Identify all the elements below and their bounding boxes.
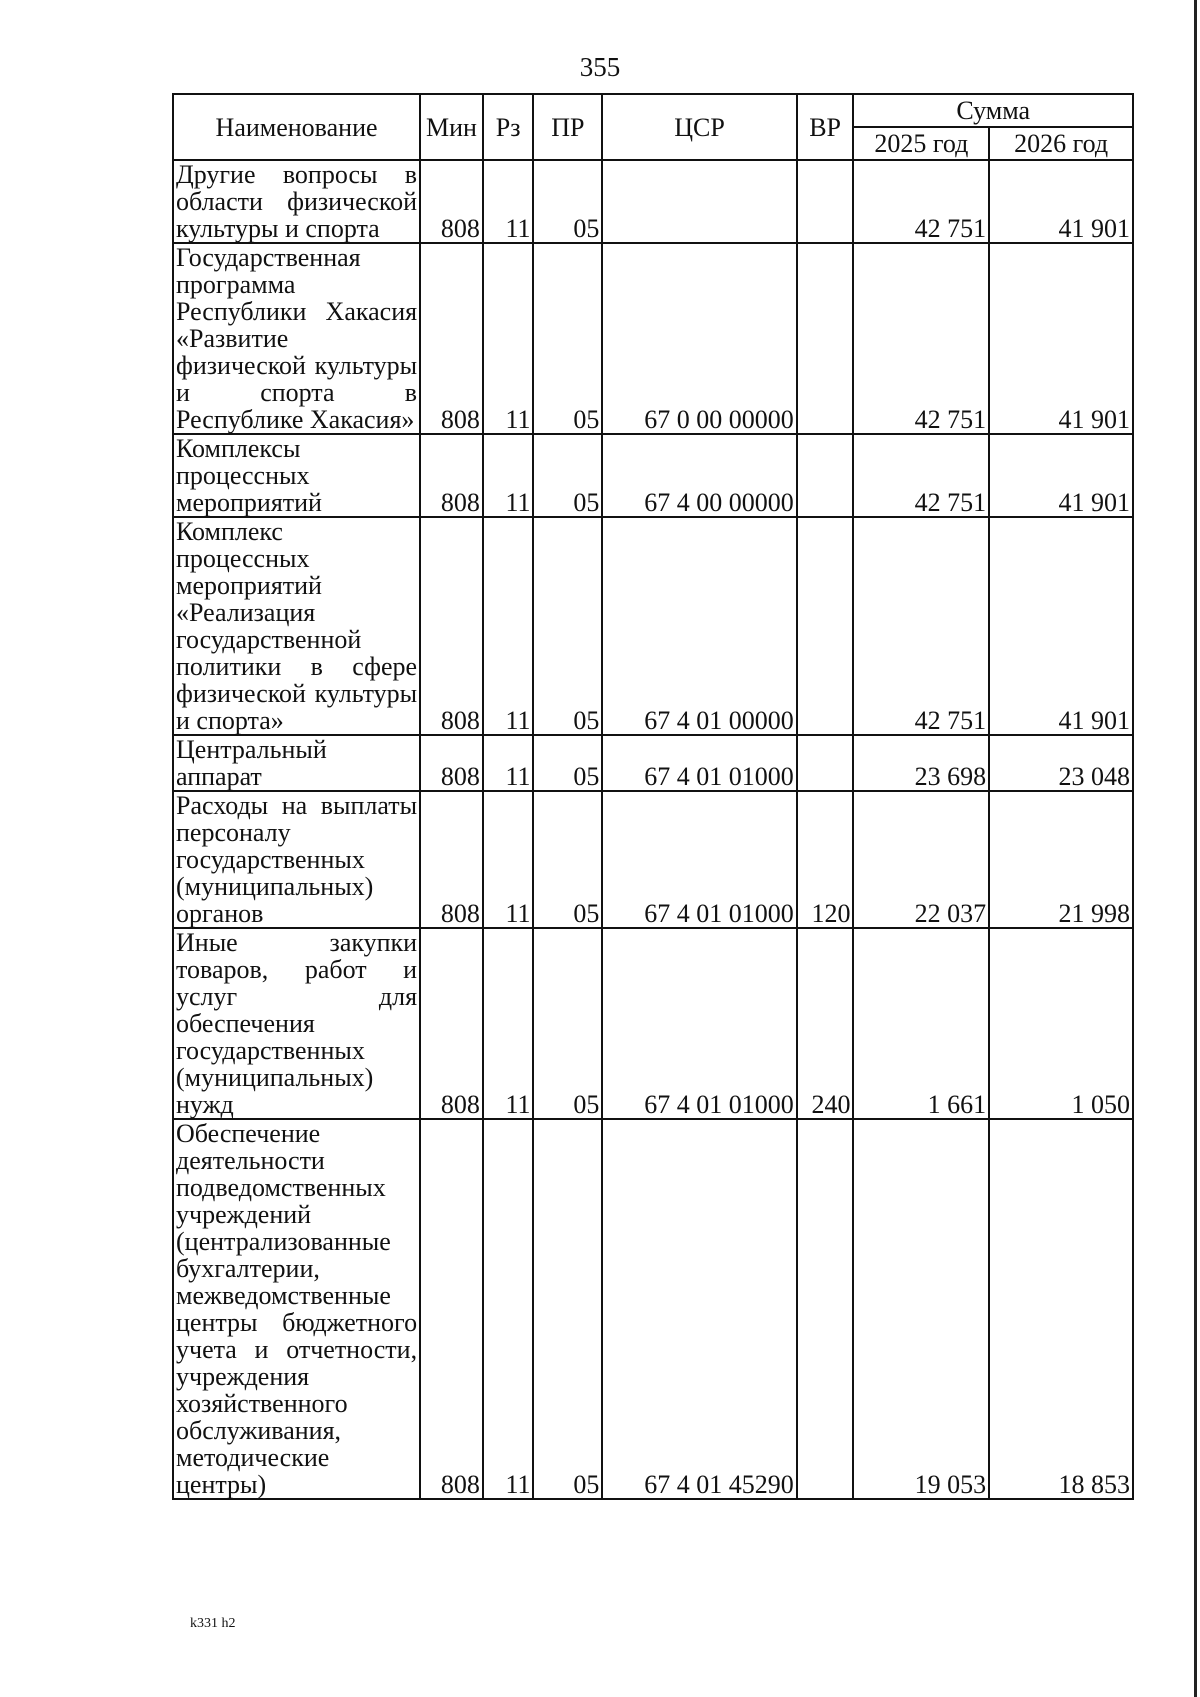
row-amount-2025: 19 053 <box>853 1119 989 1499</box>
row-vr <box>797 434 854 517</box>
row-csr: 67 4 01 01000 <box>602 735 796 791</box>
row-amount-2026: 41 901 <box>989 243 1133 434</box>
row-min: 808 <box>420 434 483 517</box>
row-csr: 67 4 01 45290 <box>602 1119 796 1499</box>
row-vr <box>797 1119 854 1499</box>
table-row <box>173 928 1133 1119</box>
row-csr <box>602 160 796 243</box>
row-min: 808 <box>420 791 483 928</box>
row-pr: 05 <box>533 243 602 434</box>
row-amount-2025: 42 751 <box>853 434 989 517</box>
header-year-2026: 2026 год <box>989 127 1133 160</box>
row-amount-2026: 18 853 <box>989 1119 1133 1499</box>
row-name: Комплекс процессных мероприятий «Реализация государственной политики в сфере физической культуры и спорта» <box>173 517 420 735</box>
row-amount-2025: 42 751 <box>853 517 989 735</box>
row-csr: 67 4 00 00000 <box>602 434 796 517</box>
row-min: 808 <box>420 160 483 243</box>
row-amount-2025: 42 751 <box>853 243 989 434</box>
row-min: 808 <box>420 243 483 434</box>
row-vr <box>797 243 854 434</box>
row-rz: 11 <box>483 243 534 434</box>
row-amount-2025: 23 698 <box>853 735 989 791</box>
row-amount-2025: 42 751 <box>853 160 989 243</box>
table-row <box>173 243 1133 434</box>
header-name: Наименование <box>173 94 420 160</box>
row-amount-2025: 1 661 <box>853 928 989 1119</box>
row-name: Государственная программа Республики Хакасия «Развитие физической культуры и спорта в Республике Хакасия» <box>173 243 420 434</box>
row-min: 808 <box>420 928 483 1119</box>
row-name: Обеспечение деятельности подведомственных учреждений (централизованные бухгалтерии, межведомственные центры бюджетного учета и отчетности, учреждения хозяйственного обслуживания, методические центры) <box>173 1119 420 1499</box>
row-name: Комплексы процессных мероприятий <box>173 434 420 517</box>
header-pr: ПР <box>533 94 602 160</box>
table-row <box>173 791 1133 928</box>
row-vr <box>797 517 854 735</box>
row-vr <box>797 735 854 791</box>
row-name: Расходы на выплаты персоналу государственных (муниципальных) органов <box>173 791 420 928</box>
row-vr: 240 <box>797 928 854 1119</box>
header-sum: Сумма <box>853 94 1133 127</box>
table-row <box>173 735 1133 791</box>
table-row <box>173 160 1133 243</box>
table-row <box>173 1119 1133 1499</box>
row-rz: 11 <box>483 517 534 735</box>
row-name: Иные закупки товаров, работ и услуг для обеспечения государственных (муниципальных) нужд <box>173 928 420 1119</box>
row-amount-2026: 23 048 <box>989 735 1133 791</box>
row-csr: 67 4 01 00000 <box>602 517 796 735</box>
header-year-2025: 2025 год <box>853 127 989 160</box>
row-pr: 05 <box>533 1119 602 1499</box>
row-amount-2026: 41 901 <box>989 160 1133 243</box>
row-amount-2026: 41 901 <box>989 434 1133 517</box>
row-rz: 11 <box>483 160 534 243</box>
row-amount-2026: 21 998 <box>989 791 1133 928</box>
row-csr: 67 0 00 00000 <box>602 243 796 434</box>
document-code: k331 h2 <box>190 1616 236 1631</box>
row-pr: 05 <box>533 434 602 517</box>
row-amount-2026: 41 901 <box>989 517 1133 735</box>
row-pr: 05 <box>533 517 602 735</box>
row-pr: 05 <box>533 791 602 928</box>
row-rz: 11 <box>483 791 534 928</box>
row-rz: 11 <box>483 928 534 1119</box>
table-row <box>173 434 1133 517</box>
header-vr: ВР <box>797 94 854 160</box>
row-amount-2026: 1 050 <box>989 928 1133 1119</box>
row-min: 808 <box>420 517 483 735</box>
row-name: Центральный аппарат <box>173 735 420 791</box>
table-body <box>173 160 1133 1499</box>
row-pr: 05 <box>533 928 602 1119</box>
row-csr: 67 4 01 01000 <box>602 928 796 1119</box>
header-rz: Рз <box>483 94 534 160</box>
row-rz: 11 <box>483 434 534 517</box>
header-row <box>173 94 1133 127</box>
row-vr <box>797 160 854 243</box>
page-number: 355 <box>579 52 621 82</box>
row-pr: 05 <box>533 160 602 243</box>
row-pr: 05 <box>533 735 602 791</box>
row-csr: 67 4 01 01000 <box>602 791 796 928</box>
row-name: Другие вопросы в области физической культуры и спорта <box>173 160 420 243</box>
row-vr: 120 <box>797 791 854 928</box>
row-amount-2025: 22 037 <box>853 791 989 928</box>
header-min: Мин <box>420 94 483 160</box>
row-min: 808 <box>420 1119 483 1499</box>
table-row <box>173 517 1133 735</box>
header-csr: ЦСР <box>602 94 796 160</box>
budget-table <box>172 93 1134 1500</box>
row-min: 808 <box>420 735 483 791</box>
row-rz: 11 <box>483 735 534 791</box>
row-rz: 11 <box>483 1119 534 1499</box>
